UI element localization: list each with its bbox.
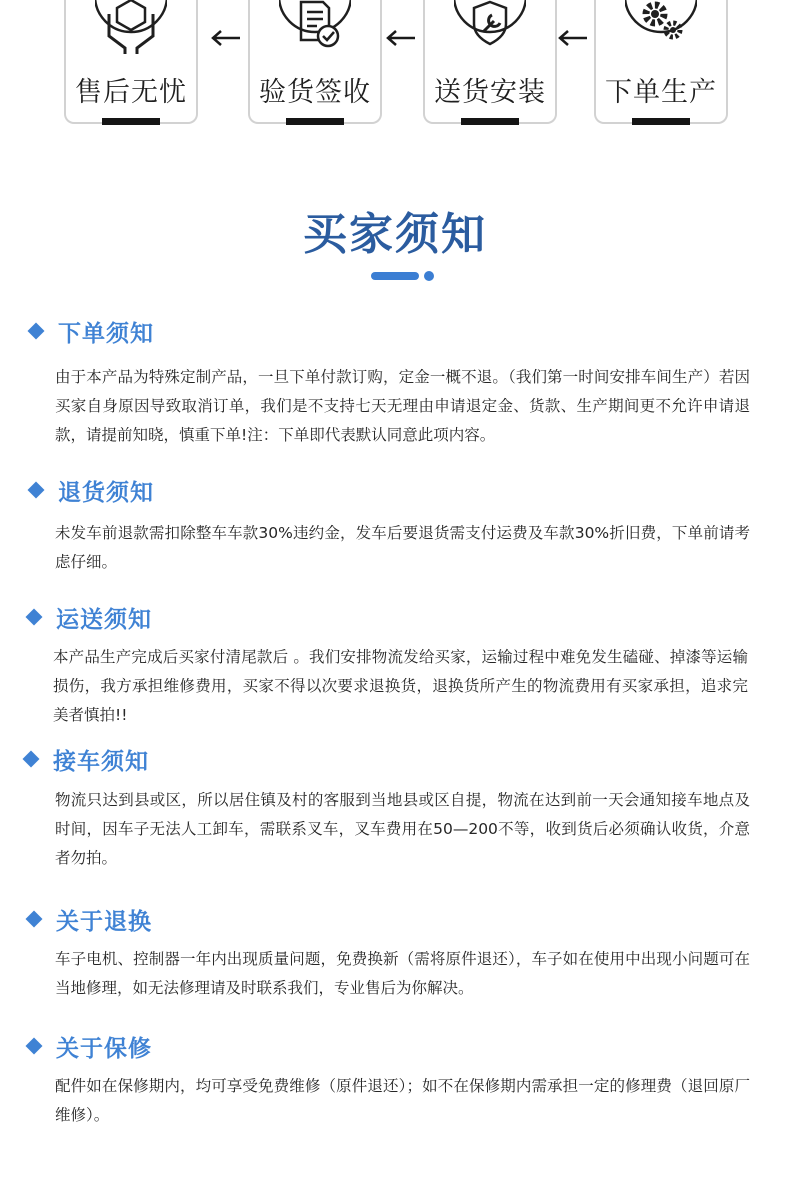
gears-icon: [625, 0, 697, 60]
diamond-icon: [28, 323, 45, 340]
step-after-sales: [64, 0, 198, 124]
step-delivery-install: [423, 0, 557, 124]
diamond-icon: [26, 911, 43, 928]
title-underline: [371, 272, 419, 280]
step-bar: [632, 118, 690, 125]
section-heading-exchange: [28, 904, 152, 934]
step-label: 验货签收: [259, 77, 371, 108]
document-check-icon: [279, 0, 351, 60]
section-heading-shipping: [28, 602, 152, 632]
arrow-left-icon: [557, 28, 589, 48]
page-title: 买家须知: [303, 209, 487, 260]
shield-wrench-icon: [454, 0, 526, 60]
section-title: 关于保修: [56, 1035, 152, 1062]
section-body-warranty: 配件如在保修期内，均可享受免费维修（原件退还）；如不在保修期内需承担一定的修理费（退回原厂维修）。: [55, 1077, 750, 1124]
step-bar: [461, 118, 519, 125]
diamond-icon: [26, 1038, 43, 1055]
step-bar: [286, 118, 344, 125]
section-body-exchange: 车子电机、控制器一年内出现质量问题，免费换新（需将原件退还），车子如在使用中出现小问题可在当地修理，如无法修理请及时联系我们，专业售后为你解决。: [55, 950, 750, 997]
step-label: 售后无忧: [75, 77, 187, 108]
section-heading-pickup: [25, 744, 149, 774]
step-inspect-sign: [248, 0, 382, 124]
arrow-left-icon: [385, 28, 417, 48]
step-bar: [102, 118, 160, 125]
section-title: 运送须知: [56, 606, 152, 633]
step-label: 下单生产: [605, 77, 717, 108]
section-body-return: 未发车前退款需扣除整车车款30%违约金，发车后要退货需支付运费及车款30%折旧费，下单前请考虑仔细。: [55, 524, 750, 571]
section-body-shipping: 本产品生产完成后买家付清尾款后 。我们安排物流发给买家，运输过程中难免发生磕碰、掉漆等运输损伤，我方承担维修费用，买家不得以次要求退换货，退换货所产生的物流费用有买家承担，追求完美者慎拍!!: [53, 648, 748, 724]
step-order-production: [594, 0, 728, 124]
arrow-left-icon: [210, 28, 242, 48]
hands-care-icon: [95, 0, 167, 60]
section-title: 退货须知: [58, 479, 154, 506]
step-label: 送货安装: [434, 77, 546, 108]
diamond-icon: [23, 751, 40, 768]
section-title: 下单须知: [58, 320, 154, 347]
section-body-pickup: 物流只达到县或区，所以居住镇及村的客服到当地县或区自提，物流在达到前一天会通知接车地点及时间，因车子无法人工卸车，需联系叉车，叉车费用在50—200不等，收到货后必须确认收货，介意者勿拍。: [55, 791, 750, 867]
title-dot: [424, 271, 434, 281]
section-title: 接车须知: [53, 748, 149, 775]
section-heading-warranty: [28, 1031, 152, 1061]
section-heading-order: [30, 316, 154, 346]
diamond-icon: [28, 482, 45, 499]
diamond-icon: [26, 609, 43, 626]
section-title: 关于退换: [56, 908, 152, 935]
section-body-order: 由于本产品为特殊定制产品，一旦下单付款订购，定金一概不退。（我们第一时间安排车间生产）若因买家自身原因导致取消订单，我们是不支持七天无理由申请退定金、货款、生产期间更不允许申请退款，请提前知晓，慎重下单!注：下单即代表默认同意此项内容。: [55, 368, 750, 444]
section-heading-return: [30, 475, 154, 505]
